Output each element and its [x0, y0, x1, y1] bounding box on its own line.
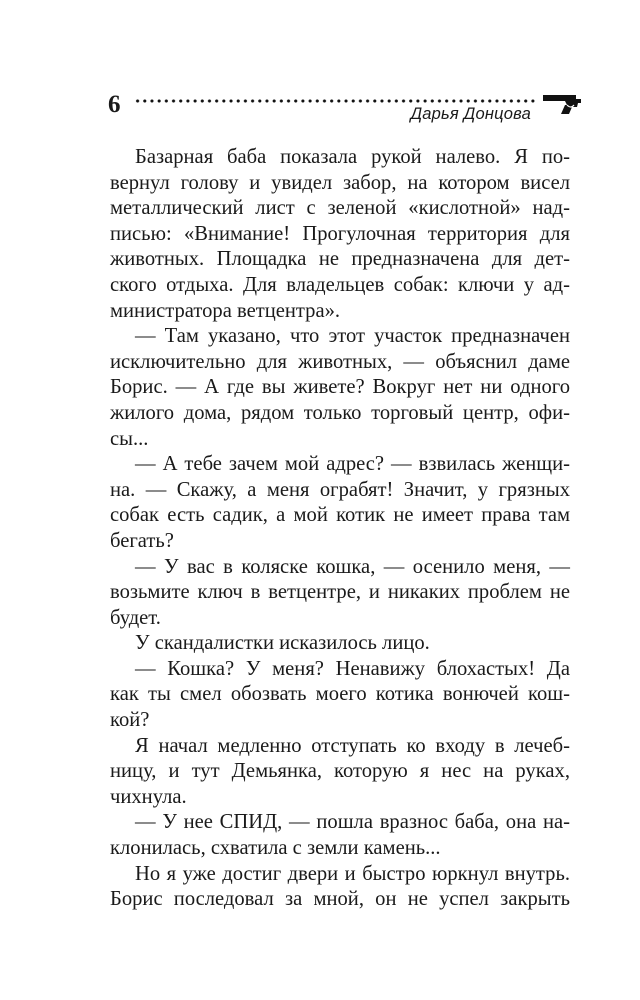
text-line: Я начал медленно отступать ко входу в лечеб- [135, 734, 570, 757]
text-line: кой? [110, 709, 150, 732]
text-line: Борис. — А где вы живете? Вокруг нет ни одного [110, 376, 570, 399]
text-line: чихнула. [110, 785, 187, 808]
text-line: — А тебе зачем мой адрес? — взвилась женщи- [135, 453, 570, 476]
text-line: писью: «Внимание! Прогулочная территория для [110, 222, 570, 245]
text-line: ницу, и тут Демьянка, которую я нес на руках, [110, 760, 570, 783]
text-line: министратора ветцентра». [110, 299, 341, 322]
dotted-rule [134, 99, 538, 103]
text-line: на. — Скажу, а меня ограбят! Значит, у грязных [110, 478, 570, 501]
text-line: бегать? [110, 529, 174, 552]
text-line: вернул голову и увидел забор, на котором висел [110, 171, 570, 194]
text-line: сы... [110, 427, 149, 450]
text-line: — У вас в коляске кошка, — осенило меня, — [135, 555, 570, 578]
text-line: жилого дома, рядом только торговый центр, офи- [110, 401, 570, 424]
body-text [110, 145, 570, 913]
pistol-icon [541, 92, 583, 116]
text-line: Базарная баба показала рукой налево. Я по- [135, 146, 570, 168]
text-line: исключительно для животных, — объяснил даме [110, 350, 570, 373]
text-line: Борис последовал за мной, он не успел закрыть [110, 888, 570, 911]
text-line: Но я уже достиг двери и быстро юркнул внутрь. [135, 862, 570, 885]
text-line: возьмите ключ в ветцентре, и никаких проблем не [110, 581, 570, 604]
running-header [108, 92, 580, 132]
text-line: животных. Площадка не предназначена для дет- [110, 248, 570, 271]
text-line: клонилась, схватила с земли камень... [110, 837, 441, 860]
text-line: собак есть садик, а мой котик не имеет права там [110, 504, 570, 527]
text-line: ского отдыха. Для владельцев собак: ключи у ад- [110, 273, 570, 296]
text-line: У скандалистки исказилось лицо. [135, 632, 430, 655]
text-line: будет. [110, 606, 161, 629]
text-line: металлический лист с зеленой «кислотной» над- [110, 197, 570, 220]
page-number: 6 [108, 91, 121, 118]
text-line: — Там указано, что этот участок предназначен [135, 325, 570, 348]
author-name: Дарья Донцова [410, 105, 531, 123]
text-line: — Кошка? У меня? Ненавижу блохастых! Да [135, 657, 570, 680]
text-line: — У нее СПИД, — пошла вразнос баба, она на- [135, 811, 570, 834]
text-line: как ты смел обозвать моего котика вонючей кош- [110, 683, 570, 706]
